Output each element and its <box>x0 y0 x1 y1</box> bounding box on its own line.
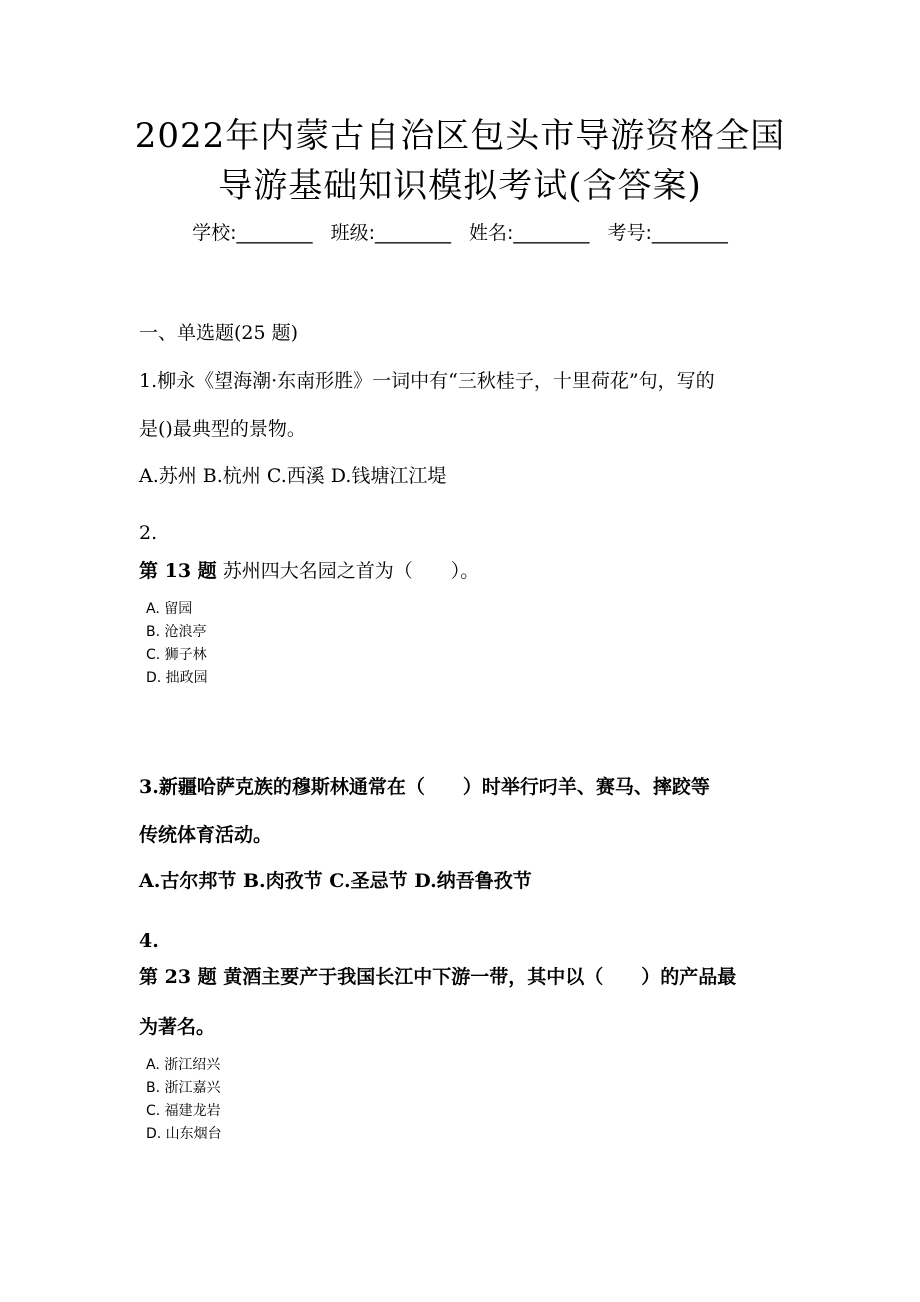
exam-title-line2: 导游基础知识模拟考试(含答案) <box>218 166 702 206</box>
q1-stem-line1: 1.柳永《望海潮·东南形胜》一词中有“三秋桂子，十里荷花”句，写的 <box>139 370 715 392</box>
q4-number: 4. <box>139 930 159 952</box>
q3-stem-line2: 传统体育活动。 <box>139 824 273 846</box>
section-heading: 一、单选题(25 题) <box>139 322 299 344</box>
q1-stem-line2: 是()最典型的景物。 <box>139 418 306 440</box>
q1-options: A.苏州 B.杭州 C.西溪 D.钱塘江江堤 <box>139 465 447 487</box>
q4-stem-line1: 第 23 题 黄酒主要产于我国长江中下游一带，其中以（ ）的产品最 <box>139 966 737 988</box>
q2-label: 第 13 题 <box>139 560 217 582</box>
exam-number-field: 考号:________ <box>607 222 728 244</box>
exam-title-line1: 2022年内蒙古自治区包头市导游资格全国 <box>134 116 786 156</box>
q2-number: 2. <box>139 522 158 544</box>
q4-option-c: C. 福建龙岩 <box>146 1103 221 1119</box>
q2-option-a: A. 留园 <box>146 601 193 617</box>
student-info-fields <box>0 218 920 245</box>
q4-option-a: A. 浙江绍兴 <box>146 1057 221 1073</box>
q2-stem-text: 苏州四大名园之首为（ ）。 <box>216 560 480 582</box>
q4-option-b: B. 浙江嘉兴 <box>146 1080 221 1096</box>
class-field: 班级:________ <box>330 222 451 244</box>
q2-option-c: C. 狮子林 <box>146 647 207 663</box>
q3-stem-line1: 3.新疆哈萨克族的穆斯林通常在（ ）时举行叼羊、赛马、摔跤等 <box>139 776 710 798</box>
school-field: 学校:________ <box>192 222 313 244</box>
q2-option-b: B. 沧浪亭 <box>146 624 207 640</box>
q4-stem-line2: 为著名。 <box>139 1016 216 1038</box>
name-field: 姓名:________ <box>469 222 590 244</box>
q3-options: A.古尔邦节 B.肉孜节 C.圣忌节 D.纳吾鲁孜节 <box>139 870 532 892</box>
q4-option-d: D. 山东烟台 <box>146 1126 222 1142</box>
q2-stem <box>139 556 479 583</box>
q2-option-d: D. 拙政园 <box>146 670 208 686</box>
